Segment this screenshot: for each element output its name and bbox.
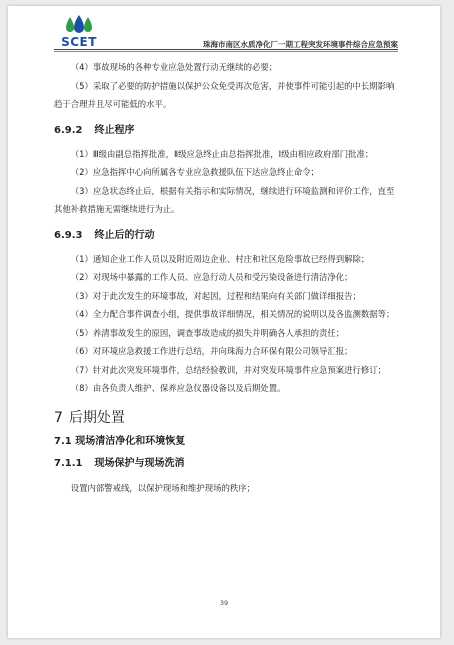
paragraph: （6）对环境应急救援工作进行总结，并向珠海力合环保有限公司领导汇报； [70, 346, 353, 356]
logo-text: SCET [61, 35, 97, 49]
paragraph: （4）事故现场的各种专业应急处置行动无继续的必要； [70, 62, 278, 72]
scet-logo [54, 15, 104, 51]
logo-droplets-icon [64, 15, 94, 35]
section-number: 6.9.3 [54, 229, 83, 241]
chapter-heading-7 [54, 411, 398, 425]
paragraph: （2）应急指挥中心向所属各专业应急救援队伍下达应急终止命令； [70, 167, 319, 177]
paragraph: （1）通知企业工作人员以及附近周边企业、村庄和社区危险事故已经得到解除； [70, 253, 370, 264]
page-number: 39 [219, 599, 229, 607]
chapter-number: 7 [54, 409, 63, 426]
paragraph: （1）Ⅲ级由副总指挥批准，Ⅱ级应急终止由总指挥批准，Ⅰ级由相应政府部门批准； [70, 148, 374, 159]
paragraph: 设置内部警戒线，以保护现场和维护现场的秩序； [70, 482, 256, 493]
section-heading-6-9-3 [54, 231, 398, 241]
paragraph: （7）针对此次突发环境事件，总结经验教训，并对突发环境事件应急预案进行修订； [70, 364, 386, 375]
header-divider [54, 49, 398, 50]
section-title: 终止后的行动 [94, 229, 155, 241]
section-heading-7-1-1 [54, 459, 398, 469]
paragraph: （5）采取了必要的防护措施以保护公众免受再次危害，并使事件可能引起的中长期影响趋于合理并且尽可能低的水平。 [54, 80, 395, 109]
paragraph: （8）由各负责人维护、保养应急仪器设备以及后期处置。 [70, 383, 286, 393]
paragraph: （4）全力配合事件调查小组，提供事故详细情况，相关情况的说明以及各监测数据等； [70, 309, 395, 319]
paragraph: （5）养清事故发生的原因，调查事故造成的损失并明确各人承担的责任； [70, 327, 345, 338]
section-heading-6-9-2 [54, 126, 398, 136]
paragraph: （3）应急状态终止后，根据有关指示和实际情况，继续进行环境监测和评价工作，直至其他补救措施无需继续进行为止。 [54, 185, 395, 214]
document-page [8, 6, 440, 638]
paragraph: （3）对于此次发生的环境事故，对起因，过程和结果向有关部门做详细报告； [70, 290, 361, 301]
paragraph: （2）对现场中暴露的工作人员、应急行动人员和受污染设备进行清洁净化； [70, 272, 353, 282]
section-number: 7.1.1 [54, 457, 83, 469]
header-divider-thin [54, 51, 398, 52]
header-title: 珠海市南区水质净化厂一期工程突发环境事件综合应急预案 [203, 40, 398, 49]
chapter-title: 后期处置 [68, 409, 125, 426]
section-title: 终止程序 [94, 124, 135, 136]
section-title: 现场保护与现场洗消 [94, 457, 185, 469]
section-number: 6.9.2 [54, 124, 83, 136]
document-body [54, 58, 398, 497]
section-heading-7-1: 7.1 现场清洁净化和环境恢复 [54, 435, 186, 447]
